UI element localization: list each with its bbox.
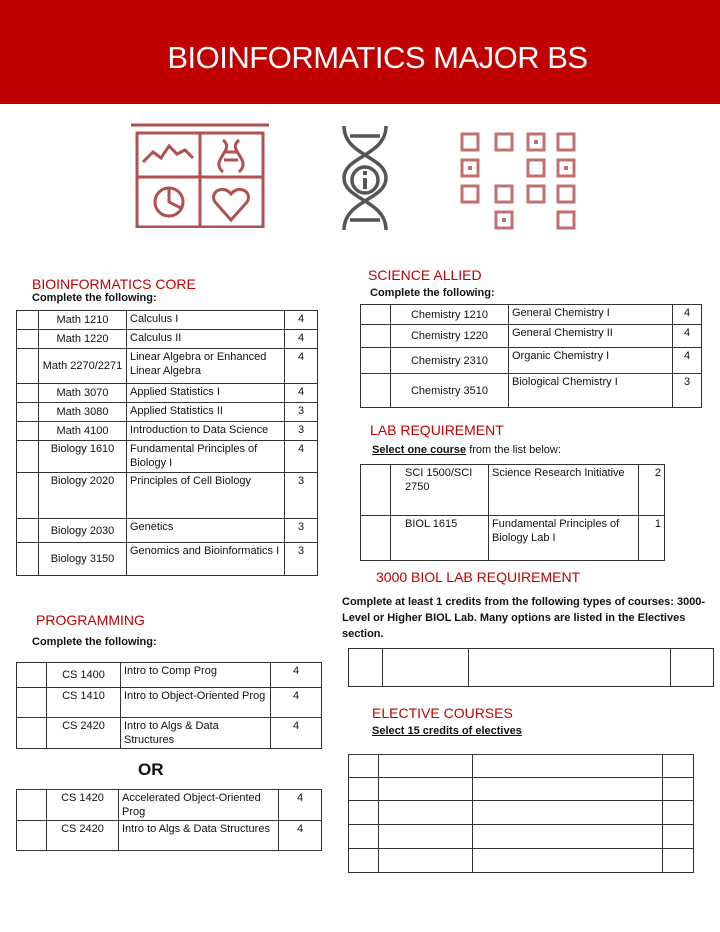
table-row xyxy=(361,305,702,325)
science-table xyxy=(360,304,702,408)
course-code: Biology 2020 xyxy=(39,473,127,519)
course-code: Math 1210 xyxy=(39,311,127,330)
table-row xyxy=(17,311,318,330)
course-title: Introduction to Data Science xyxy=(127,422,285,441)
course-code: Math 3080 xyxy=(39,403,127,422)
course-credits: 4 xyxy=(673,325,702,348)
course-code: Chemistry 1220 xyxy=(391,325,509,348)
course-title: Genomics and Bioinformatics I xyxy=(127,543,285,576)
course-title: Principles of Cell Biology xyxy=(127,473,285,519)
lab-instruction xyxy=(372,444,561,456)
course-title: Applied Statistics II xyxy=(127,403,285,422)
table-row xyxy=(17,519,318,543)
course-title: Intro to Algs & Data Structures xyxy=(121,718,271,749)
lab-table xyxy=(360,464,665,561)
course-title: Organic Chemistry I xyxy=(509,348,673,374)
course-credits: 4 xyxy=(285,330,318,349)
table-row xyxy=(17,718,322,749)
course-credits: 3 xyxy=(285,422,318,441)
course-code: Chemistry 2310 xyxy=(391,348,509,374)
course-credits: 4 xyxy=(285,384,318,403)
course-title: Fundamental Principles of Biology I xyxy=(127,441,285,473)
course-title: General Chemistry I xyxy=(509,305,673,325)
science-instruction: Complete the following: xyxy=(370,287,495,299)
table-row xyxy=(17,543,318,576)
course-title: Science Research Initiative xyxy=(489,465,639,516)
electives-instruction: Select 15 credits of electives xyxy=(372,725,522,737)
course-credits: 4 xyxy=(673,305,702,325)
course-code: SCI 1500/SCI 2750 xyxy=(391,465,489,516)
header-banner xyxy=(0,0,720,104)
course-credits: 3 xyxy=(285,473,318,519)
course-code: CS 1400 xyxy=(47,663,121,688)
course-code: CS 1410 xyxy=(47,688,121,718)
biol-lab-table xyxy=(348,648,714,687)
table-row xyxy=(349,825,694,849)
table-row xyxy=(361,325,702,348)
course-title: Accelerated Object-Oriented Prog xyxy=(119,790,279,821)
table-row xyxy=(361,465,665,516)
table-row xyxy=(17,349,318,384)
core-instruction: Complete the following: xyxy=(32,292,157,304)
programming-heading: PROGRAMMING xyxy=(36,612,145,628)
electives-table xyxy=(348,754,694,873)
lab-instruction-rest: from the list below: xyxy=(466,444,561,456)
table-row xyxy=(17,473,318,519)
table-row xyxy=(17,663,322,688)
course-credits: 4 xyxy=(673,348,702,374)
course-code: Math 3070 xyxy=(39,384,127,403)
or-label: OR xyxy=(138,760,164,779)
course-code: Biology 3150 xyxy=(39,543,127,576)
programming-instruction: Complete the following: xyxy=(32,636,157,648)
course-code: Math 2270/2271 xyxy=(39,349,127,384)
course-credits: 3 xyxy=(285,543,318,576)
course-credits: 4 xyxy=(279,821,322,851)
course-credits: 4 xyxy=(271,688,322,718)
course-credits: 4 xyxy=(271,663,322,688)
science-heading: SCIENCE ALLIED xyxy=(368,267,482,283)
table-row xyxy=(349,755,694,778)
course-title: Biological Chemistry I xyxy=(509,374,673,408)
course-credits: 4 xyxy=(285,441,318,473)
course-code: Biology 1610 xyxy=(39,441,127,473)
lab-heading: LAB REQUIREMENT xyxy=(370,422,504,438)
course-title: Intro to Object-Oriented Prog xyxy=(121,688,271,718)
electives-heading: ELECTIVE COURSES xyxy=(372,705,513,721)
course-title: Fundamental Principles of Biology Lab I xyxy=(489,516,639,561)
course-credits: 4 xyxy=(285,311,318,330)
course-code: Chemistry 1210 xyxy=(391,305,509,325)
dna-info-icon xyxy=(338,126,392,230)
table-row xyxy=(17,422,318,441)
course-title: Calculus I xyxy=(127,311,285,330)
table-row xyxy=(349,849,694,873)
page-title: BIOINFORMATICS MAJOR BS xyxy=(167,40,588,75)
grid-blocks-icon xyxy=(460,132,578,232)
course-credits: 1 xyxy=(639,516,665,561)
table-row xyxy=(17,330,318,349)
course-credits: 2 xyxy=(639,465,665,516)
table-row xyxy=(349,801,694,825)
course-code: CS 2420 xyxy=(47,821,119,851)
course-code: CS 1420 xyxy=(47,790,119,821)
table-row xyxy=(17,441,318,473)
course-credits: 3 xyxy=(285,403,318,422)
course-credits: 4 xyxy=(271,718,322,749)
programming-table-b xyxy=(16,789,322,851)
table-row xyxy=(349,778,694,801)
programming-table-a xyxy=(16,662,322,749)
core-table xyxy=(16,310,318,576)
table-row xyxy=(17,790,322,821)
biol-lab-heading: 3000 BIOL LAB REQUIREMENT xyxy=(376,569,581,585)
table-row xyxy=(17,821,322,851)
table-row xyxy=(17,384,318,403)
course-title: Intro to Comp Prog xyxy=(121,663,271,688)
course-title: Calculus II xyxy=(127,330,285,349)
biol-lab-note: Complete at least 1 credits from the following types of courses: 3000-Level or Higher BIOL Lab. Many options are listed in the Electives section. xyxy=(342,596,706,640)
course-title: Linear Algebra or Enhanced Linear Algebra xyxy=(127,349,285,384)
lab-instruction-bold: Select one course xyxy=(372,444,467,456)
course-title: Intro to Algs & Data Structures xyxy=(119,821,279,851)
course-credits: 3 xyxy=(285,519,318,543)
course-code: Math 4100 xyxy=(39,422,127,441)
course-title: General Chemistry II xyxy=(509,325,673,348)
course-credits: 4 xyxy=(279,790,322,821)
course-credits: 3 xyxy=(673,374,702,408)
table-row xyxy=(17,688,322,718)
data-dashboard-icon xyxy=(131,122,269,228)
table-row xyxy=(17,403,318,422)
course-code: CS 2420 xyxy=(47,718,121,749)
course-title: Applied Statistics I xyxy=(127,384,285,403)
course-code: Math 1220 xyxy=(39,330,127,349)
course-code: BIOL 1615 xyxy=(391,516,489,561)
course-title: Genetics xyxy=(127,519,285,543)
course-code: Chemistry 3510 xyxy=(391,374,509,408)
table-row xyxy=(361,348,702,374)
course-code: Biology 2030 xyxy=(39,519,127,543)
course-credits: 4 xyxy=(285,349,318,384)
table-row xyxy=(349,649,714,687)
table-row xyxy=(361,374,702,408)
core-heading: BIOINFORMATICS CORE xyxy=(32,276,196,292)
table-row xyxy=(361,516,665,561)
